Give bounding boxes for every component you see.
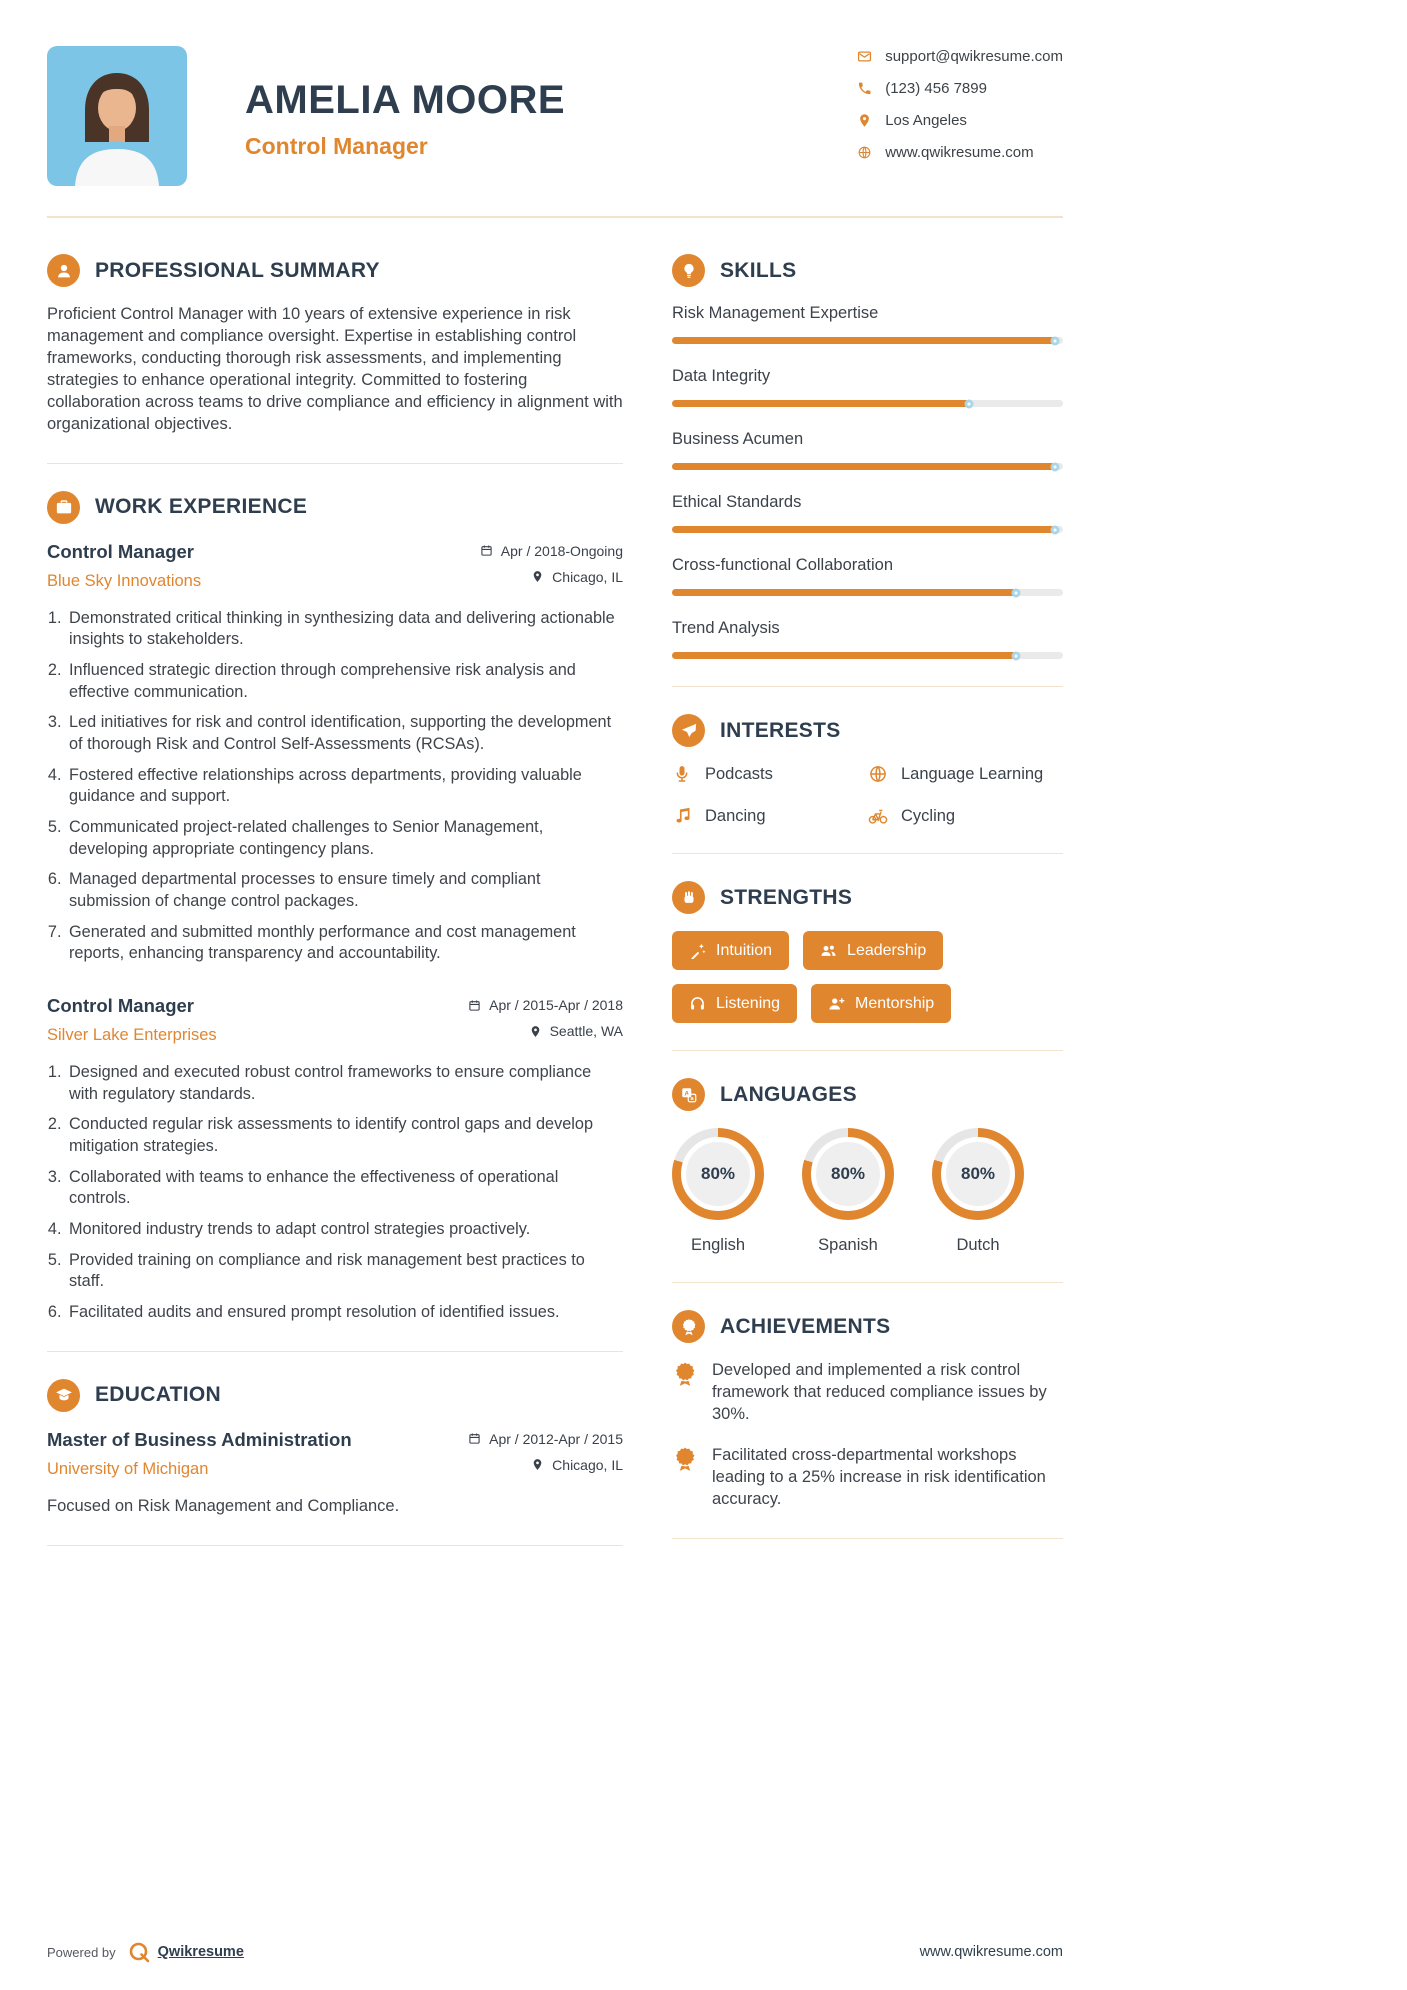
magic-wand-icon bbox=[689, 942, 706, 959]
lightbulb-icon bbox=[672, 254, 705, 287]
section-divider bbox=[672, 1282, 1063, 1283]
languages-heading: LANGUAGES bbox=[720, 1082, 857, 1106]
language-label: English bbox=[690, 1236, 746, 1254]
award-icon bbox=[672, 1361, 698, 1387]
language-item bbox=[802, 1128, 894, 1255]
skills-heading: SKILLS bbox=[720, 258, 797, 282]
job-location: Seattle, WA bbox=[549, 1023, 623, 1040]
job-bullet: 7. Generated and submitted monthly performance and cost management reports, enhancing transparency and accountability. bbox=[66, 922, 623, 965]
section-divider bbox=[672, 686, 1063, 687]
job-title: Control Manager bbox=[47, 995, 194, 1017]
education-location: Chicago, IL bbox=[552, 1456, 623, 1473]
job-entry bbox=[47, 995, 623, 1324]
section-divider bbox=[47, 463, 623, 464]
fist-icon bbox=[672, 881, 705, 914]
education-titles bbox=[47, 1429, 352, 1483]
qwikresume-brand-link[interactable] bbox=[127, 1940, 244, 1964]
strength-badge bbox=[803, 931, 943, 970]
job-title: Control Manager bbox=[47, 540, 194, 562]
section-skills bbox=[672, 254, 1063, 659]
skill-label: Ethical Standards bbox=[672, 493, 802, 511]
header-divider bbox=[47, 216, 1063, 218]
achievements-heading: ACHIEVEMENTS bbox=[720, 1314, 891, 1338]
award-icon bbox=[672, 1446, 698, 1472]
team-icon bbox=[820, 942, 837, 959]
language-item bbox=[672, 1128, 764, 1255]
section-achievements bbox=[672, 1310, 1063, 1511]
strength-badge bbox=[811, 984, 951, 1023]
bicycle-icon bbox=[868, 806, 888, 826]
section-divider bbox=[672, 853, 1063, 854]
achievement-text: Facilitated cross-departmental workshops leading to a 25% increase in risk identification accuracy. bbox=[712, 1445, 1046, 1508]
job-bullet: 2. Conducted regular risk assessments to identify control gaps and develop mitigation strategies. bbox=[66, 1114, 623, 1157]
language-item bbox=[932, 1128, 1024, 1255]
language-percent: 80% bbox=[830, 1164, 866, 1183]
contact-location bbox=[857, 112, 1063, 129]
job-meta bbox=[468, 995, 623, 1049]
section-strengths bbox=[672, 881, 1063, 1023]
strengths-list bbox=[672, 931, 972, 1023]
skill-label: Business Acumen bbox=[672, 430, 804, 448]
skill-label: Data Integrity bbox=[672, 367, 771, 385]
section-divider bbox=[672, 1538, 1063, 1539]
language-donut-chart bbox=[932, 1128, 1024, 1220]
skill-item bbox=[672, 304, 1063, 344]
job-entry bbox=[47, 541, 623, 965]
strengths-heading: STRENGTHS bbox=[720, 885, 853, 909]
job-titles bbox=[47, 995, 217, 1049]
skill-item bbox=[672, 619, 1063, 659]
contact-phone-text: (123) 456 7899 bbox=[885, 80, 987, 97]
email-icon bbox=[857, 49, 872, 64]
job-bullet-list bbox=[47, 1062, 623, 1324]
job-date: Apr / 2015-Apr / 2018 bbox=[489, 997, 623, 1014]
skill-label: Risk Management Expertise bbox=[672, 304, 879, 322]
contact-website-text: www.qwikresume.com bbox=[885, 144, 1034, 161]
strength-label: Intuition bbox=[716, 941, 773, 959]
section-languages bbox=[672, 1078, 1063, 1255]
qwikresume-logo-icon bbox=[127, 1940, 151, 1964]
paper-plane-icon bbox=[672, 714, 705, 747]
section-summary bbox=[47, 254, 623, 436]
section-education bbox=[47, 1379, 623, 1518]
header bbox=[47, 46, 1063, 186]
strength-label: Leadership bbox=[847, 941, 927, 959]
graduation-cap-icon bbox=[47, 1379, 80, 1412]
job-bullet: 4. Fostered effective relationships across departments, providing valuable guidance and support. bbox=[66, 765, 623, 808]
skill-item bbox=[672, 493, 1063, 533]
education-meta bbox=[468, 1429, 623, 1483]
right-column bbox=[672, 254, 1063, 1573]
profile-photo-illustration bbox=[47, 46, 187, 186]
summary-heading: PROFESSIONAL SUMMARY bbox=[95, 258, 380, 282]
contact-list bbox=[857, 46, 1063, 176]
interests-heading: INTERESTS bbox=[720, 718, 841, 742]
education-degree: Master of Business Administration bbox=[47, 1428, 352, 1450]
job-company: Silver Lake Enterprises bbox=[47, 1026, 217, 1045]
job-bullet: 4. Monitored industry trends to adapt control strategies proactively. bbox=[66, 1219, 623, 1241]
language-donut-chart bbox=[802, 1128, 894, 1220]
job-meta bbox=[480, 541, 623, 595]
job-bullet: 2. Influenced strategic direction through comprehensive risk analysis and effective communication. bbox=[66, 660, 623, 703]
website-icon bbox=[857, 145, 872, 160]
interest-label: Dancing bbox=[705, 806, 766, 825]
phone-icon bbox=[857, 81, 872, 96]
skill-item bbox=[672, 367, 1063, 407]
calendar-icon bbox=[468, 999, 481, 1012]
mentor-icon bbox=[828, 995, 845, 1012]
job-bullet: 3. Collaborated with teams to enhance the effectiveness of operational controls. bbox=[66, 1167, 623, 1210]
identity-block bbox=[245, 46, 565, 160]
language-label: Dutch bbox=[956, 1236, 1000, 1254]
job-titles bbox=[47, 541, 201, 595]
candidate-title: Control Manager bbox=[245, 133, 428, 159]
summary-person-icon bbox=[47, 254, 80, 287]
profile-photo bbox=[47, 46, 187, 186]
job-bullet: 6. Facilitated audits and ensured prompt resolution of identified issues. bbox=[66, 1302, 623, 1324]
section-divider bbox=[672, 1050, 1063, 1051]
job-bullet: 1. Demonstrated critical thinking in synthesizing data and delivering actionable insights to stakeholders. bbox=[66, 608, 623, 651]
qwikresume-brand-name: Qwikresume bbox=[157, 1944, 244, 1960]
translate-icon bbox=[672, 1078, 705, 1111]
job-date: Apr / 2018-Ongoing bbox=[500, 542, 623, 559]
skill-label: Cross-functional Collaboration bbox=[672, 556, 894, 574]
contact-phone[interactable] bbox=[857, 80, 1063, 97]
strength-badge bbox=[672, 984, 797, 1023]
calendar-icon bbox=[468, 1432, 481, 1445]
language-percent: 80% bbox=[700, 1164, 736, 1183]
music-note-icon bbox=[672, 806, 692, 826]
skill-bar bbox=[672, 526, 1063, 533]
skill-bar-knob bbox=[1051, 462, 1060, 471]
section-divider bbox=[47, 1545, 623, 1546]
job-bullet: 5. Provided training on compliance and risk management best practices to staff. bbox=[66, 1250, 623, 1293]
contact-email-text: support@qwikresume.com bbox=[885, 48, 1063, 65]
skill-bar bbox=[672, 589, 1063, 596]
job-company: Blue Sky Innovations bbox=[47, 571, 202, 590]
contact-location-text: Los Angeles bbox=[885, 112, 967, 129]
location-pin-icon bbox=[531, 1458, 544, 1471]
strength-label: Mentorship bbox=[855, 994, 935, 1012]
interests-grid bbox=[672, 764, 1063, 826]
achievement-item bbox=[672, 1445, 1063, 1511]
strength-label: Listening bbox=[716, 994, 781, 1012]
skill-bar bbox=[672, 400, 1063, 407]
section-work-experience bbox=[47, 491, 623, 1324]
interest-label: Language Learning bbox=[901, 764, 1044, 783]
language-label: Spanish bbox=[818, 1236, 878, 1254]
contact-email[interactable] bbox=[857, 48, 1063, 65]
education-heading: EDUCATION bbox=[95, 1383, 221, 1407]
location-pin-icon bbox=[529, 1025, 542, 1038]
headphones-icon bbox=[689, 995, 706, 1012]
candidate-name: AMELIA MOORE bbox=[245, 78, 566, 122]
skill-bar bbox=[672, 337, 1063, 344]
job-bullet: 3. Led initiatives for risk and control identification, supporting the development of thorough Risk and Control Self-Assessments (RCSAs). bbox=[66, 712, 623, 755]
contact-website[interactable] bbox=[857, 144, 1063, 161]
section-divider bbox=[47, 1351, 623, 1352]
skill-bar-knob bbox=[965, 399, 974, 408]
powered-by-label: Powered by bbox=[47, 1944, 116, 1960]
calendar-icon bbox=[480, 544, 493, 557]
section-interests bbox=[672, 714, 1063, 826]
skill-item bbox=[672, 430, 1063, 470]
skill-item bbox=[672, 556, 1063, 596]
achievement-item bbox=[672, 1360, 1063, 1426]
footer-website-link[interactable]: www.qwikresume.com bbox=[919, 1944, 1063, 1960]
languages-list bbox=[672, 1128, 1063, 1255]
location-pin-icon bbox=[531, 570, 544, 583]
interest-label: Podcasts bbox=[705, 764, 773, 783]
language-donut-chart bbox=[672, 1128, 764, 1220]
skill-bar-knob bbox=[1051, 336, 1060, 345]
education-school: University of Michigan bbox=[47, 1459, 209, 1478]
globe-icon bbox=[868, 764, 888, 784]
summary-text: Proficient Control Manager with 10 years of extensive experience in risk management and compliance oversight. Expertise in establishing control frameworks, conducting thorough risk assessments, and implementing strategies to enhance operational integrity. Committed to fostering collaboration across teams to drive compliance and efficiency in alignment with organizational objectives. bbox=[47, 305, 623, 433]
job-bullet: 1. Designed and executed robust control frameworks to ensure compliance with regulatory standards. bbox=[66, 1062, 623, 1105]
education-entry bbox=[47, 1429, 623, 1518]
education-note: Focused on Risk Management and Compliance. bbox=[47, 1496, 400, 1515]
skill-bar bbox=[672, 652, 1063, 659]
skill-label: Trend Analysis bbox=[672, 619, 780, 637]
skill-bar-knob bbox=[1051, 525, 1060, 534]
education-date: Apr / 2012-Apr / 2015 bbox=[489, 1430, 623, 1447]
skill-bar-knob bbox=[1012, 588, 1021, 597]
interest-item bbox=[868, 764, 1063, 784]
interest-item bbox=[672, 806, 868, 826]
skill-bar-knob bbox=[1012, 651, 1021, 660]
work-heading: WORK EXPERIENCE bbox=[95, 495, 308, 519]
strength-badge bbox=[672, 931, 789, 970]
microphone-icon bbox=[672, 764, 692, 784]
job-bullet: 6. Managed departmental processes to ensure timely and compliant submission of change control packages. bbox=[66, 869, 623, 912]
job-location: Chicago, IL bbox=[552, 568, 623, 585]
language-percent: 80% bbox=[960, 1164, 996, 1183]
location-icon bbox=[857, 113, 872, 128]
left-column bbox=[47, 254, 623, 1573]
skill-bar bbox=[672, 463, 1063, 470]
medal-icon bbox=[672, 1310, 705, 1343]
interest-item bbox=[672, 764, 868, 784]
achievement-text: Developed and implemented a risk control framework that reduced compliance issues by 30%. bbox=[712, 1361, 1047, 1423]
job-bullet-list bbox=[47, 608, 623, 965]
job-bullet: 5. Communicated project-related challenges to Senior Management, developing appropriate contingency plans. bbox=[66, 817, 623, 860]
interest-label: Cycling bbox=[901, 806, 956, 825]
footer bbox=[47, 1940, 1063, 1964]
interest-item bbox=[868, 806, 1063, 826]
briefcase-icon bbox=[47, 491, 80, 524]
